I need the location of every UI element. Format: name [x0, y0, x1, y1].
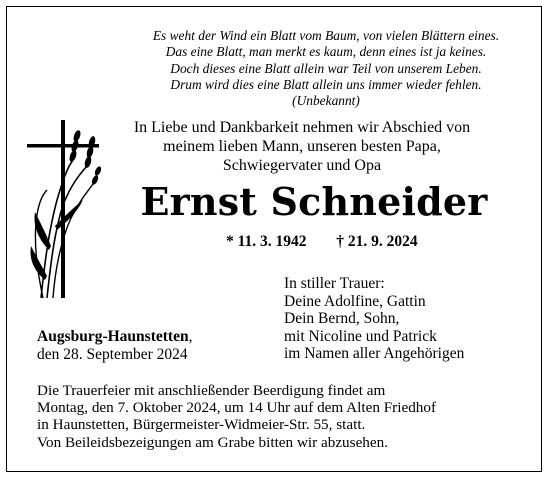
- birth-date: * 11. 3. 1942: [226, 233, 307, 250]
- funeral-info: [37, 382, 436, 451]
- mourner-line: mit Nicoline und Patrick: [284, 327, 437, 345]
- mourner-line: im Namen aller Angehörigen: [284, 345, 465, 363]
- life-dates: [226, 232, 418, 252]
- condolence-note: Von Beileidsbezeigungen am Grabe bitten wir abzusehen.: [37, 433, 389, 451]
- intro-text: [82, 118, 522, 176]
- intro-line: Schwiegervater und Opa: [222, 157, 382, 175]
- funeral-line: Montag, den 7. Oktober 2024, um 14 Uhr auf dem Alten Friedhof: [37, 399, 437, 417]
- mourner-line: Deine Adolfine, Gattin: [284, 292, 426, 310]
- notice-date: den 28. September 2024: [37, 345, 188, 363]
- place-and-date: [37, 328, 192, 364]
- poem-line: Es weht der Wind ein Blatt vom Baum, von vielen Blättern eines.: [152, 28, 500, 43]
- deceased-name: Ernst Schneider: [140, 179, 488, 224]
- place-name: Augsburg-Haunstetten: [37, 328, 189, 345]
- mourner-line: Dein Bernd, Sohn,: [284, 310, 400, 328]
- poem-line: Das eine Blatt, man merkt es kaum, denn eines ist ja keines.: [165, 44, 487, 60]
- mourners: [284, 275, 464, 363]
- funeral-line: Die Trauerfeier mit anschließender Beerdigung findet am: [37, 382, 386, 399]
- poem-line: Doch dieses eine Blatt allein war Teil von unserem Leben.: [170, 60, 482, 76]
- death-date: † 21. 9. 2024: [336, 233, 418, 250]
- place-comma: ,: [188, 328, 193, 345]
- poem-line: Drum wird dies eine Blatt allein uns immer wieder fehlen.: [170, 76, 482, 92]
- intro-line: In Liebe und Dankbarkeit nehmen wir Abschied von: [133, 119, 471, 136]
- poem-attribution: (Unbekannt): [292, 93, 360, 109]
- poem: [66, 28, 550, 109]
- funeral-line: in Haunstetten, Bürgermeister-Widmeier-Str. 55, statt.: [37, 416, 366, 434]
- mourners-heading: In stiller Trauer:: [284, 275, 385, 292]
- intro-line: meinem lieben Mann, unseren besten Papa,: [163, 138, 441, 156]
